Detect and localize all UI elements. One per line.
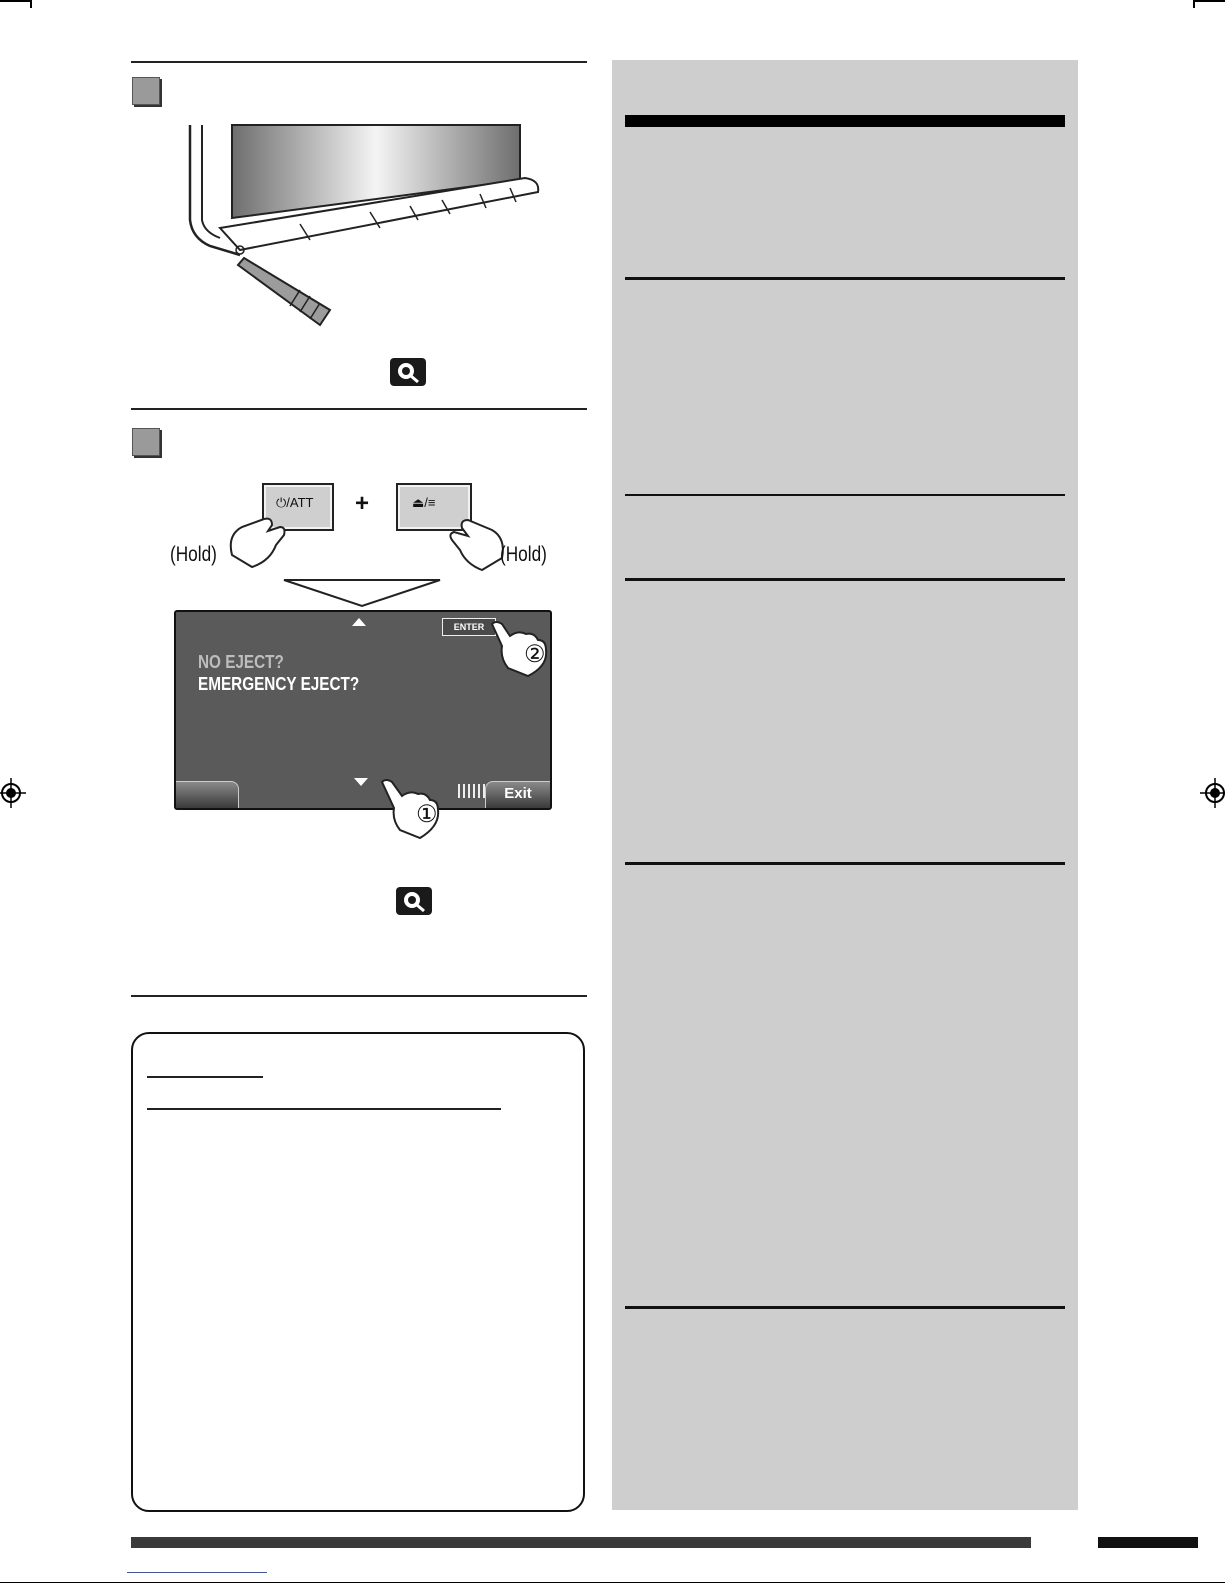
note-box: [131, 1032, 585, 1512]
down-arrow-icon[interactable]: [354, 778, 368, 786]
up-arrow-icon[interactable]: [352, 618, 366, 626]
screen-left-button[interactable]: [176, 781, 239, 808]
bottom-rule: [0, 1582, 1225, 1583]
sidebar-divider: [625, 862, 1065, 865]
step1-marker: ①: [416, 801, 438, 828]
sidebar-divider: [625, 494, 1065, 496]
hand-pointer-icon: [222, 505, 294, 580]
registration-mark-icon: [1200, 778, 1225, 813]
no-eject-option[interactable]: NO EJECT?: [198, 652, 284, 672]
crop-mark-top-right: [1195, 0, 1225, 2]
exit-button[interactable]: Exit: [485, 781, 550, 808]
note-heading-underline: [147, 1076, 263, 1078]
section-divider: [131, 61, 587, 63]
hold-label-left: (Hold): [170, 543, 217, 566]
crop-mark-top-right-v: [1193, 0, 1195, 8]
section-bullet-square: [132, 428, 160, 456]
crop-mark-top-left: [0, 0, 30, 2]
eject-label: ⏏/≡: [412, 495, 436, 510]
step2-marker: ②: [524, 641, 546, 668]
emergency-eject-option[interactable]: EMERGENCY EJECT?: [198, 674, 360, 694]
sidebar-title-bar: [625, 115, 1065, 127]
crop-mark-top-left-v: [30, 0, 32, 8]
flow-arrow-icon: [282, 578, 442, 613]
magnifier-icon: [396, 887, 432, 915]
sidebar-panel: [612, 60, 1078, 1510]
sidebar-divider: [625, 1306, 1065, 1309]
section-bullet-square: [132, 77, 160, 105]
hold-label-right: (Hold): [500, 543, 547, 566]
section-divider: [131, 995, 587, 997]
magnifier-icon: [390, 358, 426, 386]
footer-link-underline[interactable]: [127, 1572, 267, 1573]
power-att-label: ⏻/ATT: [276, 495, 314, 510]
enter-button[interactable]: ENTER: [442, 618, 496, 636]
page-tab-bar: [1098, 1537, 1198, 1548]
level-meter-icon: [458, 784, 486, 798]
note-subheading-underline: [147, 1108, 501, 1110]
sidebar-divider: [625, 277, 1065, 280]
registration-mark-icon: [0, 778, 26, 813]
reset-illustration: [180, 120, 560, 340]
sidebar-divider: [625, 578, 1065, 581]
plus-sign: +: [355, 490, 370, 517]
section-divider: [131, 408, 587, 410]
footer-bar: [131, 1537, 1031, 1548]
